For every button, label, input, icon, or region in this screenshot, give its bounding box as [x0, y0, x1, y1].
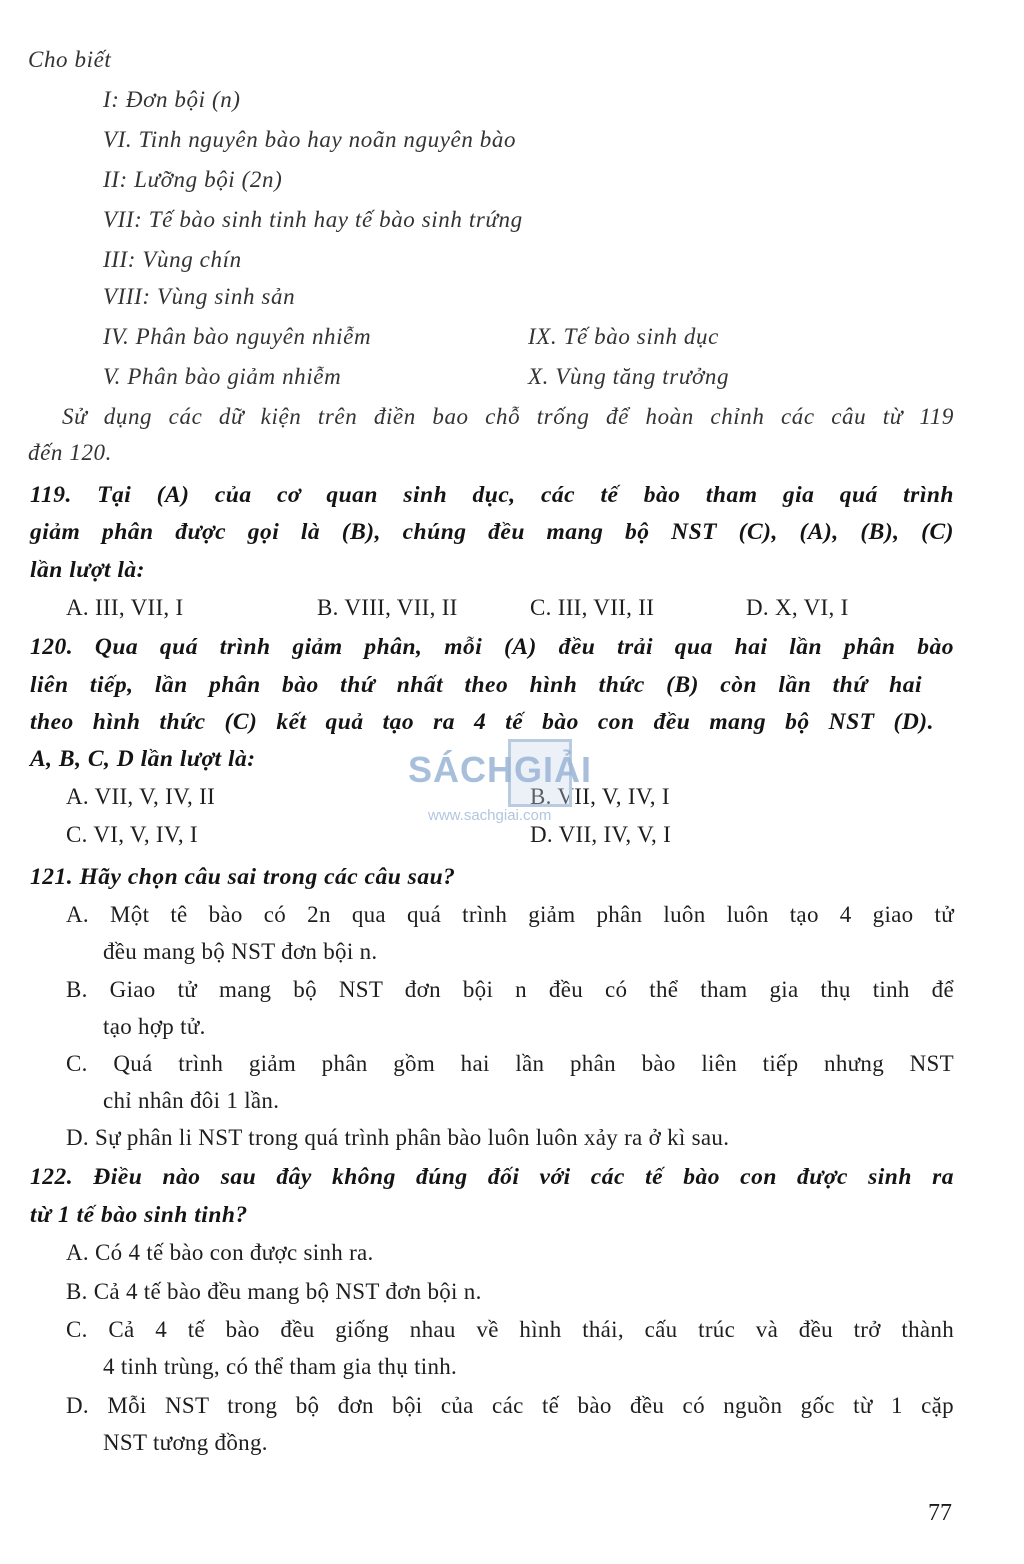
- given-item: VII: Tế bào sinh tinh hay tế bào sinh trứng: [103, 207, 523, 232]
- question-120-line: liên tiếp, lần phân bào thứ nhất theo hình thức (B) còn lần thứ hai: [30, 672, 922, 698]
- question-122-line: 122. Điều nào sau đây không đúng đối với các tế bào con được sinh ra: [30, 1164, 954, 1190]
- option-121-a: A. Một tê bào có 2n qua quá trình giảm phân luôn luôn tạo 4 giao tử: [66, 902, 954, 927]
- option-121-b: B. Giao tử mang bộ NST đơn bội n đều có thể tham gia thụ tinh để: [66, 977, 954, 1002]
- given-item: V. Phân bào giảm nhiễm: [103, 364, 342, 389]
- watermark-logo: [408, 735, 638, 835]
- option-119-d: D. X, VI, I: [746, 595, 849, 620]
- option-121-b-cont: tạo hợp tử.: [103, 1014, 206, 1039]
- option-122-c-cont: 4 tinh trùng, có thể tham gia thụ tinh.: [103, 1354, 458, 1379]
- instruction-line: đến 120.: [28, 440, 113, 465]
- option-121-c: C. Quá trình giảm phân gồm hai lần phân bào liên tiếp nhưng NST: [66, 1051, 954, 1076]
- given-item: IV. Phân bào nguyên nhiễm: [103, 324, 372, 349]
- option-119-b: B. VIII, VII, II: [317, 595, 458, 620]
- option-120-b: B. VII, V, IV, I: [530, 784, 670, 809]
- option-121-d: D. Sự phân li NST trong quá trình phân bào luôn luôn xảy ra ở kì sau.: [66, 1125, 730, 1150]
- watermark-brand: SÁCHGIẢI: [408, 749, 593, 790]
- option-120-c: C. VI, V, IV, I: [66, 822, 198, 847]
- question-120-line: A, B, C, D lần lượt là:: [30, 746, 256, 772]
- option-122-d: D. Mỗi NST trong bộ đơn bội của các tế bào đều có nguồn gốc từ 1 cặp: [66, 1393, 954, 1418]
- given-intro: Cho biết: [28, 47, 112, 72]
- given-item: VIII: Vùng sinh sản: [103, 284, 296, 309]
- question-119-line: lần lượt là:: [30, 557, 145, 583]
- option-122-c: C. Cả 4 tế bào đều giống nhau về hình thái, cấu trúc và đều trở thành: [66, 1317, 954, 1342]
- given-item: X. Vùng tăng trưởng: [528, 364, 730, 389]
- option-122-b: B. Cả 4 tế bào đều mang bộ NST đơn bội n.: [66, 1279, 482, 1304]
- given-item: I: Đơn bội (n): [103, 87, 241, 112]
- instruction-line: Sử dụng các dữ kiện trên điền bao chỗ trống để hoàn chỉnh các câu từ 119: [62, 404, 954, 429]
- question-120-line: 120. Qua quá trình giảm phân, mỗi (A) đều trải qua hai lần phân bào: [30, 634, 954, 660]
- question-119-line: 119. Tại (A) của cơ quan sinh dục, các tế bào tham gia quá trình: [30, 482, 954, 508]
- given-item: IX. Tế bào sinh dục: [528, 324, 719, 349]
- given-item: VI. Tinh nguyên bào hay noãn nguyên bào: [103, 127, 517, 152]
- question-122-line: từ 1 tế bào sinh tinh?: [30, 1202, 248, 1228]
- question-120-line: theo hình thức (C) kết quả tạo ra 4 tế bào con đều mang bộ NST (D).: [30, 709, 934, 735]
- option-120-d: D. VII, IV, V, I: [530, 822, 672, 847]
- option-119-c: C. III, VII, II: [530, 595, 655, 620]
- page-number: 77: [928, 1500, 952, 1526]
- option-121-c-cont: chỉ nhân đôi 1 lần.: [103, 1088, 280, 1113]
- given-item: II: Lưỡng bội (2n): [103, 167, 283, 192]
- option-119-a: A. III, VII, I: [66, 595, 184, 620]
- question-119-line: giảm phân được gọi là (B), chúng đều mang bộ NST (C), (A), (B), (C): [30, 519, 954, 545]
- option-122-d-cont: NST tương đồng.: [103, 1430, 268, 1455]
- option-122-a: A. Có 4 tế bào con được sinh ra.: [66, 1240, 374, 1265]
- option-121-a-cont: đều mang bộ NST đơn bội n.: [103, 939, 378, 964]
- question-121: 121. Hãy chọn câu sai trong các câu sau?: [30, 864, 456, 890]
- given-item: III: Vùng chín: [103, 247, 242, 272]
- watermark-url: www.sachgiai.com: [428, 807, 552, 824]
- option-120-a: A. VII, V, IV, II: [66, 784, 216, 809]
